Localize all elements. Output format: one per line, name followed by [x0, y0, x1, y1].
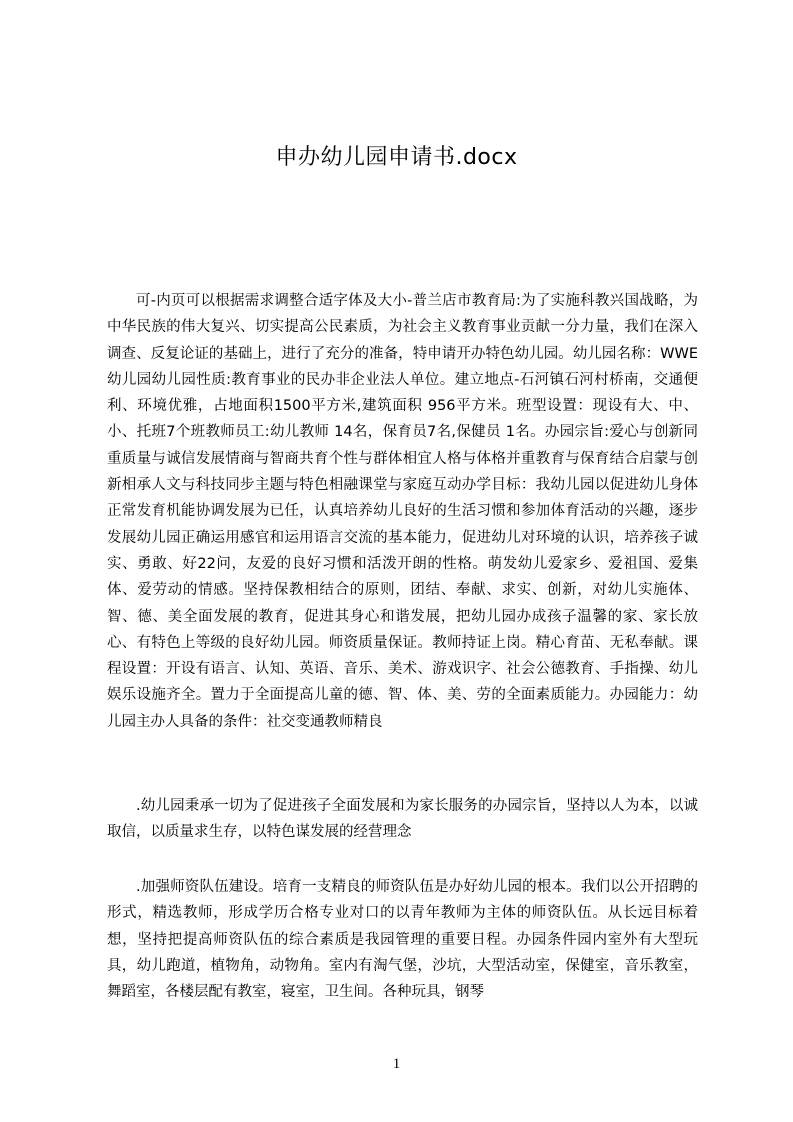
document-title: 申办幼儿园申请书.docx — [275, 145, 518, 170]
page-number: 1 — [392, 1056, 401, 1072]
body-paragraph-1: 可-内页可以根据需求调整合适字体及大小-普兰店市教育局:为了实施科教兴国战略，为中华民族的伟大复兴、切实提高公民素质，为社会主义教育事业贡献一分力量，我们在深入调查、反复论证的基础上，进行了充分的准备，特申请开办特色幼儿园。幼儿园名称：WWE幼儿园幼儿园性质:教育事业的民办非企业法人单位。建立地点-石河镇石河村桥南，交通便利、环境优雅，占地面积1500平方米,建筑面积 956平方米。班型设置：现设有大、中、小、托班7个班教师员工:幼儿教师 14名，保育员7名,保健员 1名。办园宗旨:爱心与创新同重质量与诚信发展情商与智商共育个性与群体相宜人格与体格并重教育与保育结合启蒙与创新相承人文与科技同步主题与特色相融课堂与家庭互动办学目标：我幼儿园以促进幼儿身体正常发育机能协调发展为已任，认真培养幼儿良好的生活习惯和参加体育活动的兴趣，逐步发展幼儿园正确运用感官和运用语言交流的基本能力，促进幼儿对环境的认识，培养孩子诚实、勇敢、好22问，友爱的良好习惯和活泼开朗的性格。萌发幼儿爱家乡、爱祖国、爱集体、爱劳动的情感。坚持保教相结合的原则，团结、奉献、求实、创新，对幼儿实施体、智、德、美全面发展的教育，促进其身心和谐发展，把幼儿园办成孩子温馨的家、家长放心、有特色上等级的良好幼儿园。师资质量保证。教师持证上岗。精心育苗、无私奉献。课程设置：开设有语言、认知、英语、音乐、美术、游戏识字、社会公德教育、手指操、幼儿娱乐设施齐全。置力于全面提高儿童的德、智、体、美、劳的全面素质能力。办园能力：幼儿园主办人具备的条件：社交变通教师精良 — [107, 293, 698, 730]
body-paragraph-2: .幼儿园秉承一切为了促进孩子全面发展和为家长服务的办园宗旨，坚持以人为本，以诚取信，以质量求生存，以特色谋发展的经营理念 — [107, 798, 698, 841]
body-paragraph-3: .加强师资队伍建设。培育一支精良的师资队伍是办好幼儿园的根本。我们以公开招聘的形式，精选教师，形成学历合格专业对口的以青年教师为主体的师资队伍。从长远目标着想，坚持把提高师资队伍的综合素质是我园管理的重要日程。办园条件园内室外有大型玩具，幼儿跑道，植物角，动物角。室内有淘气堡，沙坑，大型活动室，保健室，音乐教室，舞蹈室，各楼层配有教室，寝室，卫生间。各种玩具，钢琴 — [107, 879, 698, 1001]
